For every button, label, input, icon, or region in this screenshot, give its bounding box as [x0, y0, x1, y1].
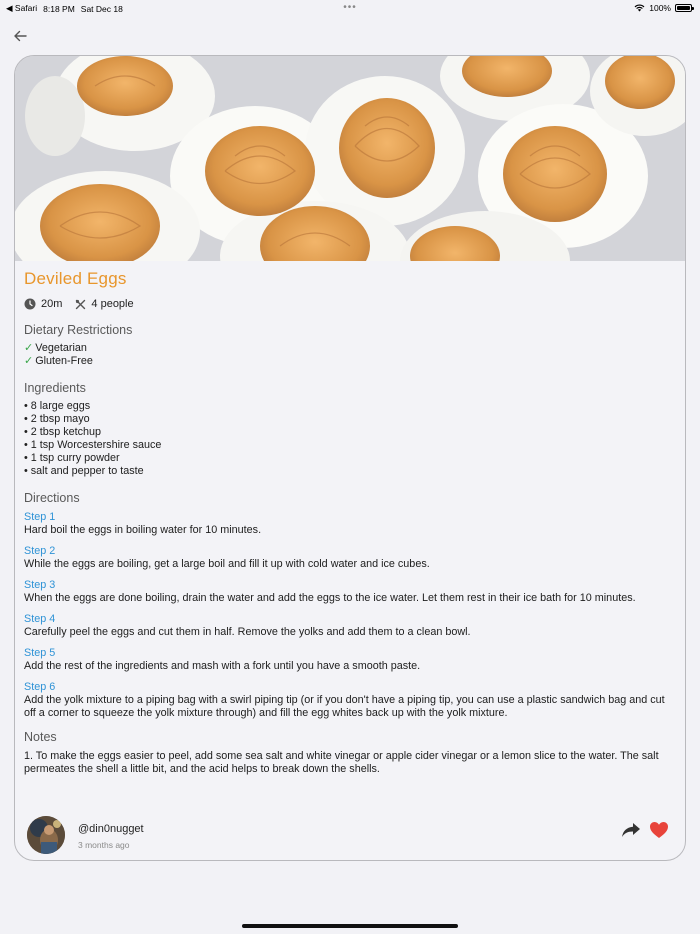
bullet-icon: • — [24, 465, 28, 477]
notes-heading: Notes — [24, 730, 57, 744]
multitasking-dots-icon[interactable]: ••• — [343, 2, 357, 13]
ingredients-heading: Ingredients — [24, 381, 86, 395]
direction-step — [24, 511, 675, 537]
like-button[interactable] — [649, 821, 671, 841]
ingredient-item — [24, 400, 675, 413]
step-label: Step 3 — [24, 579, 56, 591]
cook-time-value: 20m — [41, 298, 63, 310]
direction-step — [24, 647, 675, 673]
step-text: Hard boil the eggs in boiling water for 10 minutes. — [24, 524, 262, 536]
direction-step — [24, 613, 675, 639]
check-icon: ✓ — [24, 355, 34, 367]
utensils-icon — [75, 299, 86, 310]
directions-list — [24, 511, 675, 720]
step-label: Step 6 — [24, 681, 56, 693]
ingredient-item — [24, 413, 675, 426]
dietary-item-label: Gluten-Free — [35, 355, 93, 367]
status-left — [6, 3, 123, 14]
recipe-photo — [15, 56, 686, 261]
back-button[interactable] — [10, 26, 30, 46]
dietary-item-label: Vegetarian — [35, 342, 87, 354]
bullet-icon: • — [24, 413, 28, 425]
recipe-content — [24, 269, 675, 776]
battery-icon — [675, 4, 692, 12]
arrow-left-icon — [13, 30, 27, 42]
direction-step — [24, 579, 675, 605]
dietary-item — [24, 342, 675, 355]
servings — [75, 298, 133, 310]
post-time: 3 months ago — [78, 840, 130, 850]
bullet-icon: • — [24, 400, 28, 412]
author-footer — [27, 816, 673, 856]
back-to-app-link[interactable]: ◀ Safari — [6, 3, 38, 13]
status-date: Sat Dec 18 — [80, 3, 123, 14]
home-indicator[interactable] — [242, 924, 458, 928]
ingredient-label: salt and pepper to taste — [30, 465, 144, 477]
ingredient-label: 2 tbsp ketchup — [30, 426, 102, 438]
wifi-icon — [634, 4, 645, 12]
share-button[interactable] — [621, 821, 643, 841]
ingredient-item — [24, 426, 675, 439]
status-time: 8:18 PM — [43, 3, 75, 14]
heart-icon — [649, 821, 669, 839]
step-text: When the eggs are done boiling, drain the water and add the eggs to the ice water. Let them rest in their ice bath for 10 minutes. — [24, 592, 636, 604]
step-label: Step 5 — [24, 647, 56, 659]
battery-percent: 100% — [649, 3, 671, 13]
step-text: Add the rest of the ingredients and mash with a fork until you have a smooth paste. — [24, 660, 421, 672]
bullet-icon: • — [24, 452, 28, 464]
step-label: Step 1 — [24, 511, 56, 523]
bullet-icon: • — [24, 426, 28, 438]
step-text: Carefully peel the eggs and cut them in half. Remove the yolks and add them to a clean bowl. — [24, 626, 471, 638]
check-icon: ✓ — [24, 342, 34, 354]
recipe-title: Deviled Eggs — [24, 269, 127, 288]
direction-step — [24, 545, 675, 571]
ingredient-label: 1 tsp curry powder — [30, 452, 120, 464]
direction-step — [24, 681, 675, 720]
status-right — [634, 3, 692, 13]
servings-value: 4 people — [91, 298, 134, 310]
bullet-icon: • — [24, 439, 28, 451]
clock-icon — [24, 298, 36, 310]
recipe-card — [14, 55, 686, 861]
ingredient-label: 2 tbsp mayo — [30, 413, 90, 425]
ingredient-item — [24, 465, 675, 478]
step-label: Step 2 — [24, 545, 56, 557]
notes-text: 1. To make the eggs easier to peel, add some sea salt and white vinegar or apple cider vinegar or a lemon slice to the water. The salt permeates the shell a little bit, and the acid helps to break down the shells. — [24, 750, 659, 775]
back-app-label: Safari — [14, 3, 38, 13]
ingredient-label: 1 tsp Worcestershire sauce — [30, 439, 162, 451]
directions-heading: Directions — [24, 491, 80, 505]
dietary-list — [24, 342, 675, 368]
ingredient-label: 8 large eggs — [30, 400, 91, 412]
recipe-meta — [24, 298, 675, 310]
share-arrow-icon — [621, 821, 641, 839]
ingredient-item — [24, 439, 675, 452]
avatar[interactable] — [27, 816, 65, 854]
step-label: Step 4 — [24, 613, 56, 625]
author-username[interactable]: @din0nugget — [78, 823, 144, 835]
step-text: While the eggs are boiling, get a large boil and fill it up with cold water and ice cubes. — [24, 558, 430, 570]
status-bar — [0, 0, 700, 18]
ingredients-list — [24, 400, 675, 478]
cook-time — [24, 298, 62, 310]
dietary-heading: Dietary Restrictions — [24, 323, 133, 337]
dietary-item — [24, 355, 675, 368]
step-text: Add the yolk mixture to a piping bag with a swirl piping tip (or if you don't have a piping tip, you can use a plastic sandwich bag and cut off a corner to squeeze the yolk mixture through) and fill the egg whites back up with the yolk mixture. — [24, 694, 665, 719]
ingredient-item — [24, 452, 675, 465]
